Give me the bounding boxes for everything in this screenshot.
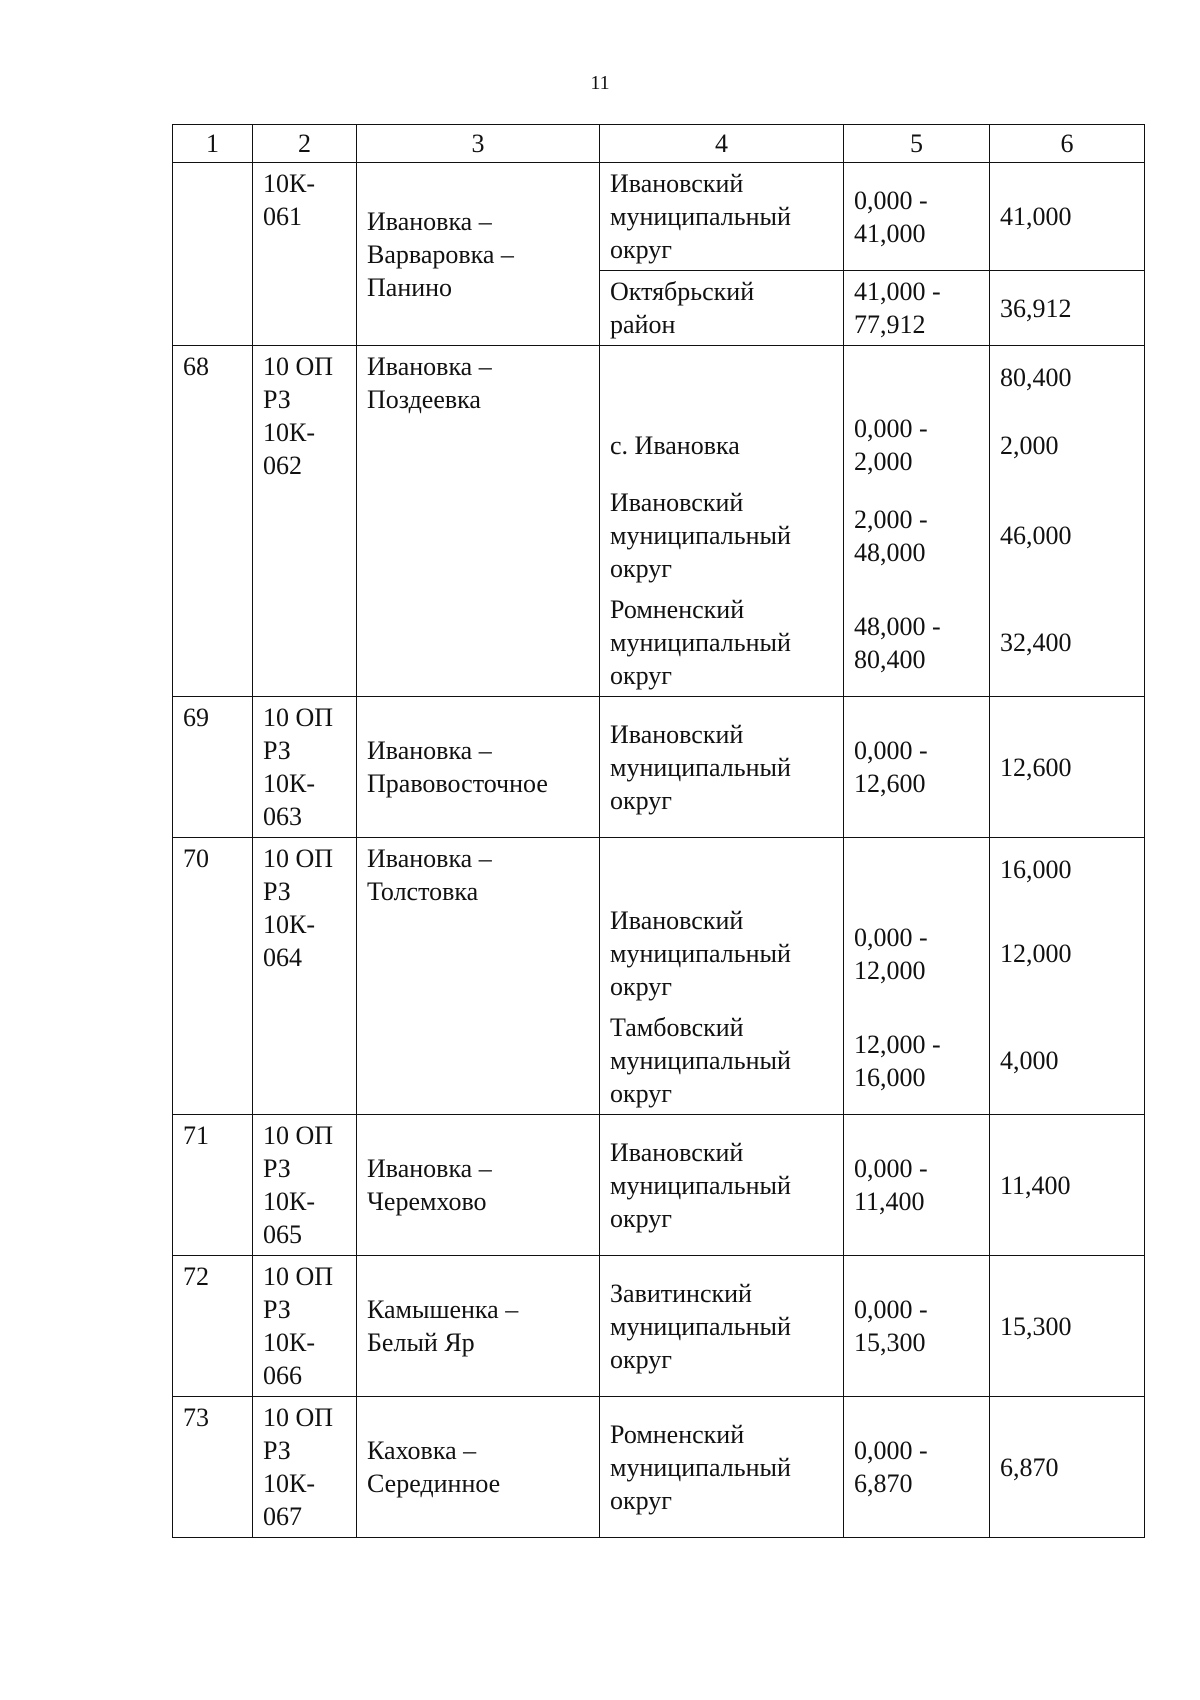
km-range-line: 12,600 [854, 769, 926, 798]
length-cell: 32,400 [990, 589, 1145, 697]
header-cell: 5 [844, 125, 990, 163]
header-cell: 1 [173, 125, 253, 163]
district-line: Ивановский [610, 1137, 744, 1167]
district-line: муниципальный [610, 202, 791, 231]
district-line: округ [610, 235, 672, 264]
district-cell [600, 838, 844, 901]
road-name-line: Ивановка – [367, 206, 492, 236]
district-line: округ [610, 785, 672, 815]
table-row [173, 838, 1145, 901]
district-cell [600, 589, 844, 697]
district-cell [600, 346, 844, 409]
district-cell [600, 1115, 844, 1256]
km-range-line: 41,000 [854, 218, 926, 248]
district-cell [600, 1397, 844, 1538]
km-range-line: 16,000 [854, 1062, 926, 1092]
length-cell: 46,000 [990, 482, 1145, 589]
district-line: округ [610, 972, 672, 1001]
road-code-line: 065 [263, 1220, 302, 1249]
length-cell: 4,000 [990, 1007, 1145, 1115]
district-cell [600, 408, 844, 482]
total-length-cell: 16,000 [990, 838, 1145, 901]
road-code-line: РЗ [263, 385, 291, 414]
length-cell: 6,870 [990, 1397, 1145, 1538]
km-range-line: 0,000 - [854, 736, 928, 765]
road-code-line: 10К- [263, 910, 315, 939]
table-row [173, 1115, 1145, 1256]
road-code-line: РЗ [263, 1154, 291, 1183]
km-range-line: 41,000 - [854, 277, 941, 306]
length-cell: 2,000 [990, 408, 1145, 482]
roads-table [172, 124, 1145, 1538]
road-code-cell [253, 1115, 357, 1256]
road-code-line: 10К- [263, 1469, 315, 1498]
road-code-cell [253, 838, 357, 1115]
km-range-cell [844, 900, 990, 1007]
road-name-line: Черемхово [367, 1187, 487, 1216]
km-range-line: 2,000 - [854, 504, 928, 534]
district-line: Ивановский [610, 169, 744, 198]
district-line: округ [610, 1344, 672, 1374]
road-name-cell [357, 697, 600, 838]
district-cell [600, 1256, 844, 1397]
row-number-cell: 70 [173, 838, 253, 1115]
row-number-cell: 73 [173, 1397, 253, 1538]
total-length-cell: 80,400 [990, 346, 1145, 409]
road-code-cell [253, 1397, 357, 1538]
district-line: Тамбовский [610, 1013, 744, 1042]
table-row [173, 1256, 1145, 1397]
km-range-line: 0,000 - [854, 922, 928, 952]
district-line: муниципальный [610, 1046, 791, 1075]
length-cell: 12,000 [990, 900, 1145, 1007]
km-range-cell [844, 589, 990, 697]
road-code-line: 10К- [263, 418, 315, 447]
district-line: Ивановский [610, 719, 744, 749]
row-number-cell: 71 [173, 1115, 253, 1256]
row-number-cell: 68 [173, 346, 253, 697]
road-code-cell [253, 1256, 357, 1397]
district-cell [600, 1007, 844, 1115]
district-line: округ [610, 1079, 672, 1108]
district-line: муниципальный [610, 521, 791, 550]
road-name-line: Поздеевка [367, 385, 481, 414]
road-code-cell [253, 697, 357, 838]
length-cell: 41,000 [990, 163, 1145, 271]
road-name-cell [357, 1256, 600, 1397]
road-name-line: Правовосточное [367, 769, 548, 798]
district-line: округ [610, 554, 672, 583]
road-name-cell [357, 346, 600, 697]
length-cell: 36,912 [990, 271, 1145, 346]
road-code-line: 10 ОП [263, 1262, 334, 1291]
road-name-line: Ивановка – [367, 736, 492, 765]
header-cell: 2 [253, 125, 357, 163]
km-range-cell [844, 1397, 990, 1538]
length-cell: 15,300 [990, 1256, 1145, 1397]
road-code-line: 10 ОП [263, 1121, 334, 1150]
km-range-line: 48,000 - [854, 611, 941, 641]
km-range-cell [844, 1115, 990, 1256]
road-code-line: 063 [263, 802, 302, 831]
km-range-cell [844, 1256, 990, 1397]
road-name-cell [357, 1397, 600, 1538]
road-code-line: 10 ОП [263, 703, 334, 732]
district-line: муниципальный [610, 752, 791, 782]
km-range-line: 0,000 - [854, 1154, 928, 1183]
road-code-line: 062 [263, 451, 302, 480]
header-row [173, 125, 1145, 163]
road-code-cell [253, 346, 357, 697]
district-cell [600, 900, 844, 1007]
road-name-line: Серединное [367, 1469, 501, 1498]
header-cell: 3 [357, 125, 600, 163]
km-range-cell [844, 482, 990, 589]
district-cell [600, 271, 844, 346]
km-range-cell [844, 1007, 990, 1115]
road-name-line: Ивановка – [367, 844, 492, 873]
road-name-line: Толстовка [367, 877, 479, 906]
district-line: округ [610, 661, 672, 690]
road-name-line: Камышенка – [367, 1295, 519, 1324]
row-number-cell: 72 [173, 1256, 253, 1397]
km-range-line: 0,000 - [854, 1295, 928, 1324]
road-code-line: РЗ [263, 877, 291, 906]
district-line: муниципальный [610, 939, 791, 968]
road-name-cell [357, 1115, 600, 1256]
table-row [173, 697, 1145, 838]
road-code-line: РЗ [263, 1436, 291, 1465]
district-line: муниципальный [610, 628, 791, 657]
road-name-cell [357, 163, 600, 346]
km-range-cell [844, 697, 990, 838]
district-line: округ [610, 1485, 672, 1515]
road-code-line: 10 ОП [263, 352, 334, 381]
district-line: муниципальный [610, 1170, 791, 1200]
page-number: 11 [590, 72, 610, 94]
header-cell: 4 [600, 125, 844, 163]
road-code-line: 10 ОП [263, 844, 334, 873]
km-range-line: 0,000 - [854, 185, 928, 215]
road-code-line: 10К- [263, 169, 315, 198]
km-range-line: 77,912 [854, 310, 926, 339]
length-cell: 11,400 [990, 1115, 1145, 1256]
district-cell [600, 163, 844, 271]
road-name-line: Панино [367, 272, 453, 302]
district-line: Ивановский [610, 906, 744, 935]
road-code-line: 10К- [263, 769, 315, 798]
district-line: муниципальный [610, 1452, 791, 1482]
km-range-line: 80,400 [854, 644, 926, 674]
district-line: район [610, 310, 676, 339]
km-range-line: 15,300 [854, 1328, 926, 1357]
road-name-cell [357, 838, 600, 1115]
road-code-line: 064 [263, 943, 302, 972]
header-cell: 6 [990, 125, 1145, 163]
km-range-line: 0,000 - [854, 1436, 928, 1465]
road-code-line: 066 [263, 1361, 302, 1390]
table-row [173, 1397, 1145, 1538]
road-code-line: 067 [263, 1502, 302, 1531]
road-name-line: Ивановка – [367, 352, 492, 381]
road-name-line: Варваровка – [367, 239, 514, 269]
road-name-line: Ивановка – [367, 1154, 492, 1183]
km-range-line: 6,870 [854, 1469, 913, 1498]
district-cell [600, 697, 844, 838]
table-row [173, 346, 1145, 409]
row-number-cell: 69 [173, 697, 253, 838]
road-code-line: 10К- [263, 1328, 315, 1357]
length-cell: 12,600 [990, 697, 1145, 838]
road-code-line: 061 [263, 202, 302, 231]
district-line: с. Ивановка [610, 430, 740, 460]
km-range-cell [844, 346, 990, 409]
row-number-cell [173, 163, 253, 346]
district-line: округ [610, 1203, 672, 1233]
km-range-cell [844, 838, 990, 901]
km-range-line: 12,000 - [854, 1029, 941, 1059]
km-range-cell [844, 163, 990, 271]
district-cell [600, 482, 844, 589]
road-code-cell [253, 163, 357, 346]
district-line: муниципальный [610, 1311, 791, 1341]
km-range-line: 2,000 [854, 447, 913, 476]
km-range-line: 11,400 [854, 1187, 925, 1216]
road-name-line: Белый Яр [367, 1328, 475, 1357]
district-line: Ромненский [610, 595, 745, 624]
road-name-line: Каховка – [367, 1436, 477, 1465]
district-line: Ивановский [610, 488, 744, 517]
road-code-line: РЗ [263, 1295, 291, 1324]
km-range-line: 48,000 [854, 537, 926, 567]
km-range-cell [844, 271, 990, 346]
table-row [173, 163, 1145, 271]
km-range-cell [844, 408, 990, 482]
road-code-line: 10 ОП [263, 1403, 334, 1432]
district-line: Октябрьский [610, 277, 755, 306]
road-code-line: РЗ [263, 736, 291, 765]
km-range-line: 12,000 [854, 955, 926, 985]
road-code-line: 10К- [263, 1187, 315, 1216]
district-line: Завитинский [610, 1278, 752, 1308]
km-range-line: 0,000 - [854, 414, 928, 443]
district-line: Ромненский [610, 1419, 745, 1449]
